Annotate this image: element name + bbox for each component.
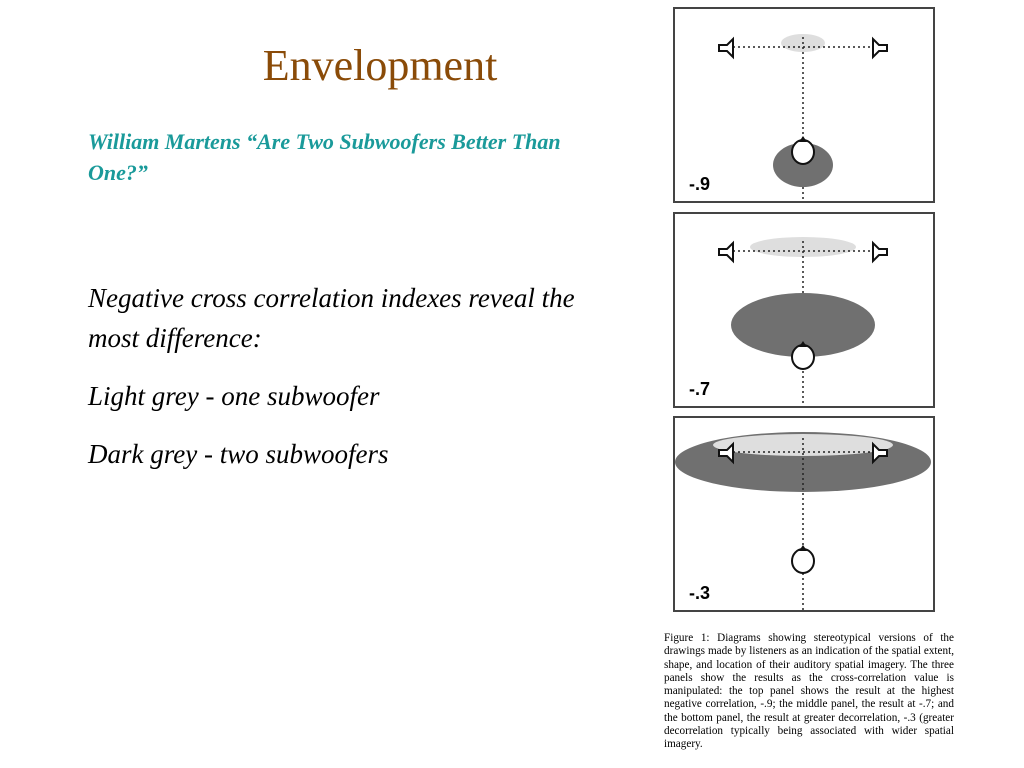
- right-speaker-icon: [873, 39, 887, 57]
- panel-label: -.7: [689, 379, 711, 399]
- citation: William Martens “Are Two Subwoofers Better Than One?”: [88, 129, 561, 185]
- body-text: [88, 278, 588, 492]
- figure-caption: Figure 1: Diagrams showing stereotypical versions of the drawings made by listeners as an indication of the spatial extent, shape, and location of their auditory spatial imagery. The three panels show the results as the cross-correlation value is manipulated: the top panel shows the result at the highest negative correlation, -.9; the middle panel, the result at -.7; and the bottom panel, the result at greater decorrelation, -.3 (greater decorrelation typically being associated with wider spatial imagery.: [664, 632, 954, 751]
- paragraph-light-grey: Light grey - one subwoofer: [88, 381, 380, 411]
- slide-title: Envelopment: [262, 41, 498, 90]
- figure-panel-top: [673, 7, 935, 203]
- panel-label: -.9: [689, 174, 711, 194]
- figure-panel-bottom: [673, 416, 935, 612]
- paragraph-intro: Negative cross correlation indexes reveal the most difference:: [88, 283, 575, 353]
- figure-panel-middle: [673, 212, 935, 408]
- panel-diagram: [675, 9, 933, 201]
- right-speaker-icon: [873, 243, 887, 261]
- panel-label: -.3: [689, 583, 711, 603]
- paragraph-dark-grey: Dark grey - two subwoofers: [88, 439, 389, 469]
- listener-head-icon: [792, 136, 814, 164]
- listener-head-icon: [792, 545, 814, 573]
- panel-diagram: [675, 214, 933, 406]
- panel-diagram: [675, 418, 933, 610]
- left-speaker-icon: [719, 39, 733, 57]
- left-speaker-icon: [719, 243, 733, 261]
